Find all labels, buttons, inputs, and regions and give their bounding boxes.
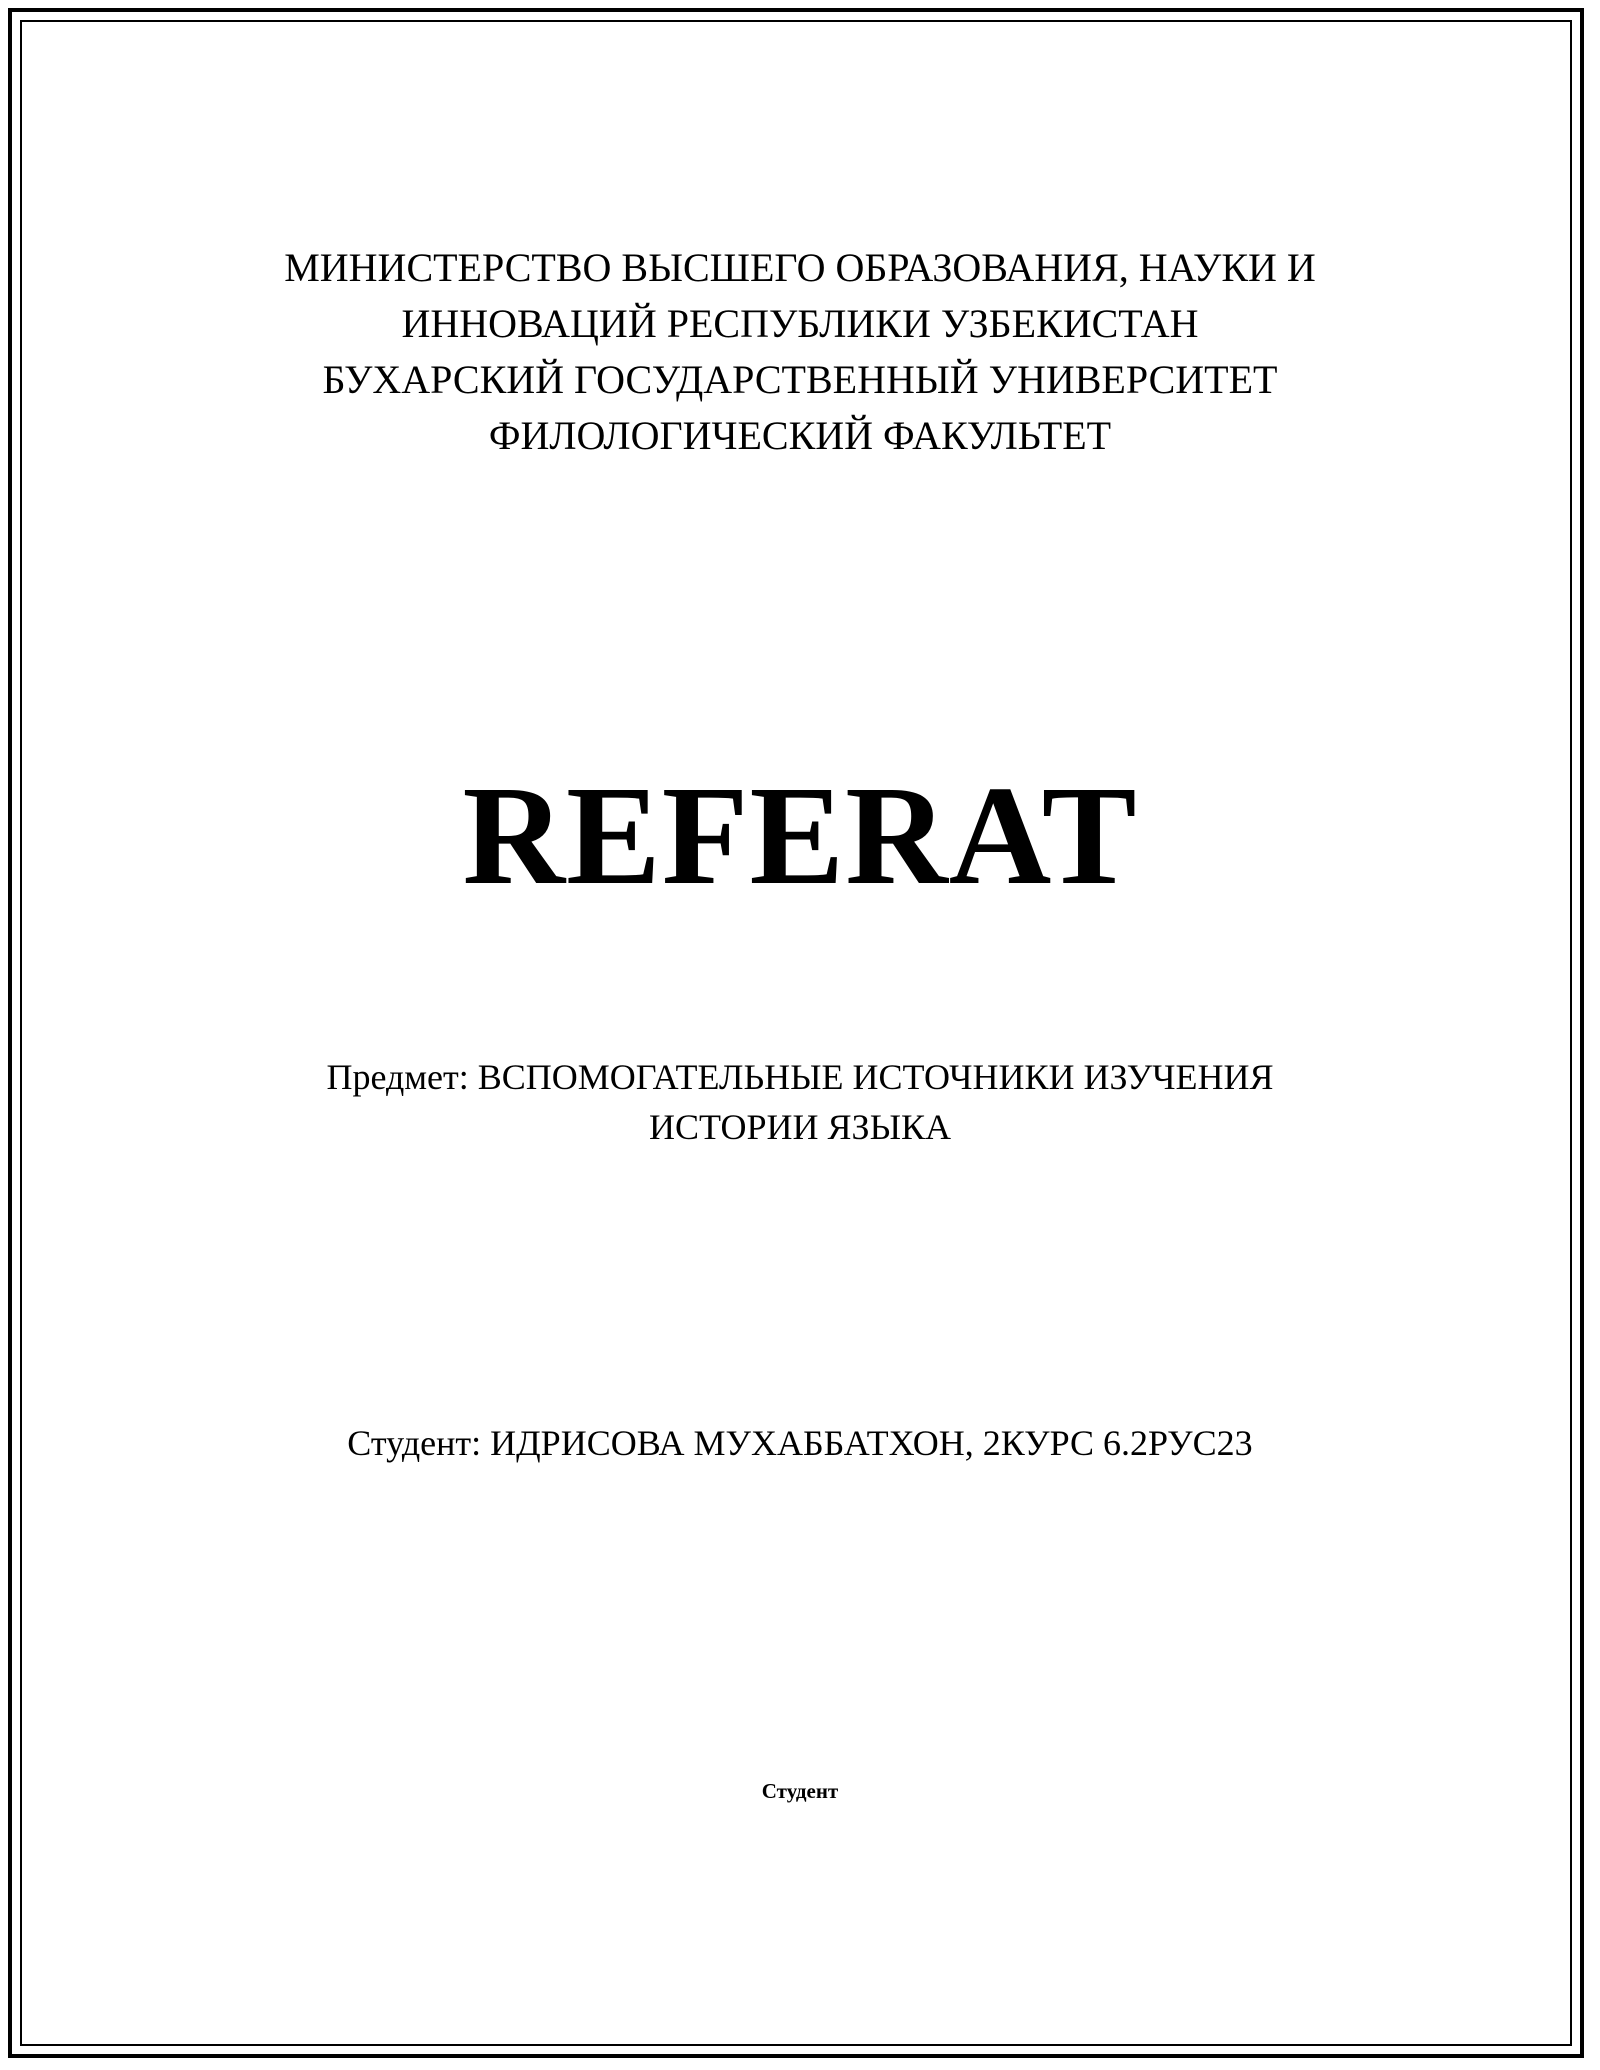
subject-line-2: ИСТОРИИ ЯЗЫКА (649, 1107, 951, 1147)
header-line-2: ИННОВАЦИЙ РЕСПУБЛИКИ УЗБЕКИСТАН (401, 301, 1199, 346)
header-line-4: ФИЛОЛОГИЧЕСКИЙ ФАКУЛЬТЕТ (488, 413, 1112, 458)
header-line-1: МИНИСТЕРСТВО ВЫСШЕГО ОБРАЗОВАНИЯ, НАУКИ И (284, 245, 1316, 290)
student-info: Студент: ИДРИСОВА МУХАББАТХОН, 2КУРС 6.2РУС23 (347, 1423, 1253, 1463)
document-title: REFERAT (462, 756, 1138, 914)
subject-block (0, 1052, 1600, 1152)
institution-header (0, 240, 1600, 464)
header-line-3: БУХАРСКИЙ ГОСУДАРСТВЕННЫЙ УНИВЕРСИТЕТ (322, 357, 1278, 402)
subject-line-1: Предмет: ВСПОМОГАТЕЛЬНЫЕ ИСТОЧНИКИ ИЗУЧЕНИЯ (326, 1057, 1274, 1097)
student-label: Студент (761, 1779, 839, 1803)
